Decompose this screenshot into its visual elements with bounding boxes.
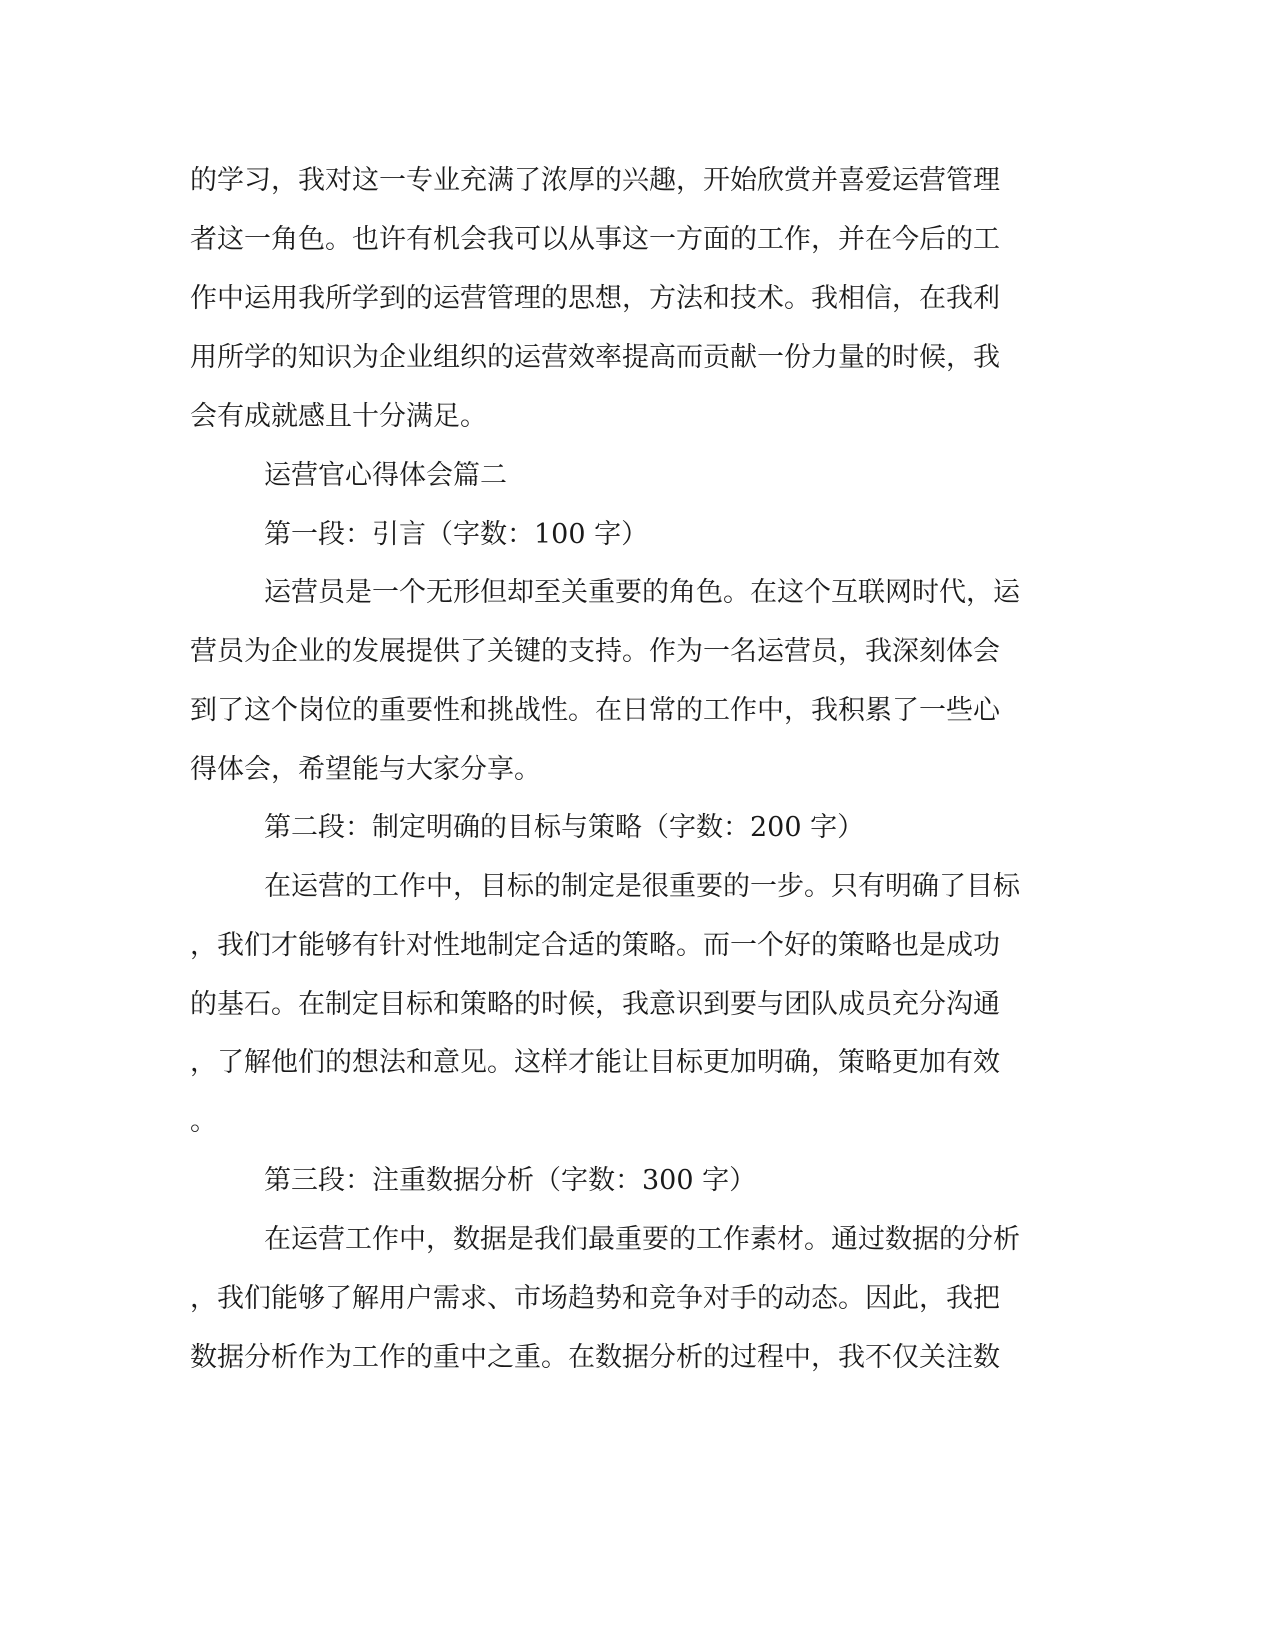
body-line: 的基石。在制定目标和策略的时候，我意识到要与团队成员充分沟通 (190, 989, 1000, 1020)
paragraph-heading: 第一段：引言（字数：100 字） (264, 519, 649, 550)
body-line: 数据分析作为工作的重中之重。在数据分析的过程中，我不仅关注数 (190, 1342, 1000, 1373)
body-line: 的学习，我对这一专业充满了浓厚的兴趣，开始欣赏并喜爱运营管理 (190, 165, 1000, 196)
body-line: 会有成就感且十分满足。 (190, 401, 487, 432)
section-title: 运营官心得体会篇二 (264, 460, 507, 491)
body-line: 到了这个岗位的重要性和挑战性。在日常的工作中，我积累了一些心 (190, 695, 1000, 726)
body-line: 在运营工作中，数据是我们最重要的工作素材。通过数据的分析 (264, 1224, 1020, 1255)
paragraph-heading: 第二段：制定明确的目标与策略（字数：200 字） (264, 812, 865, 843)
body-line: 作中运用我所学到的运营管理的思想，方法和技术。我相信，在我利 (190, 283, 1000, 314)
body-line: 运营员是一个无形但却至关重要的角色。在这个互联网时代，运 (264, 577, 1020, 608)
body-line: 用所学的知识为企业组织的运营效率提高而贡献一份力量的时候，我 (190, 342, 1000, 373)
body-line: 在运营的工作中，目标的制定是很重要的一步。只有明确了目标 (264, 871, 1020, 902)
body-line: 营员为企业的发展提供了关键的支持。作为一名运营员，我深刻体会 (190, 636, 1000, 667)
body-line: 者这一角色。也许有机会我可以从事这一方面的工作，并在今后的工 (190, 224, 1000, 255)
body-line: ，我们能够了解用户需求、市场趋势和竞争对手的动态。因此，我把 (190, 1283, 1000, 1314)
body-line: ，我们才能够有针对性地制定合适的策略。而一个好的策略也是成功 (190, 930, 1000, 961)
body-line: 。 (190, 1106, 217, 1137)
body-line: ，了解他们的想法和意见。这样才能让目标更加明确，策略更加有效 (190, 1047, 1000, 1078)
body-line: 得体会，希望能与大家分享。 (190, 754, 541, 785)
paragraph-heading: 第三段：注重数据分析（字数：300 字） (264, 1165, 757, 1196)
